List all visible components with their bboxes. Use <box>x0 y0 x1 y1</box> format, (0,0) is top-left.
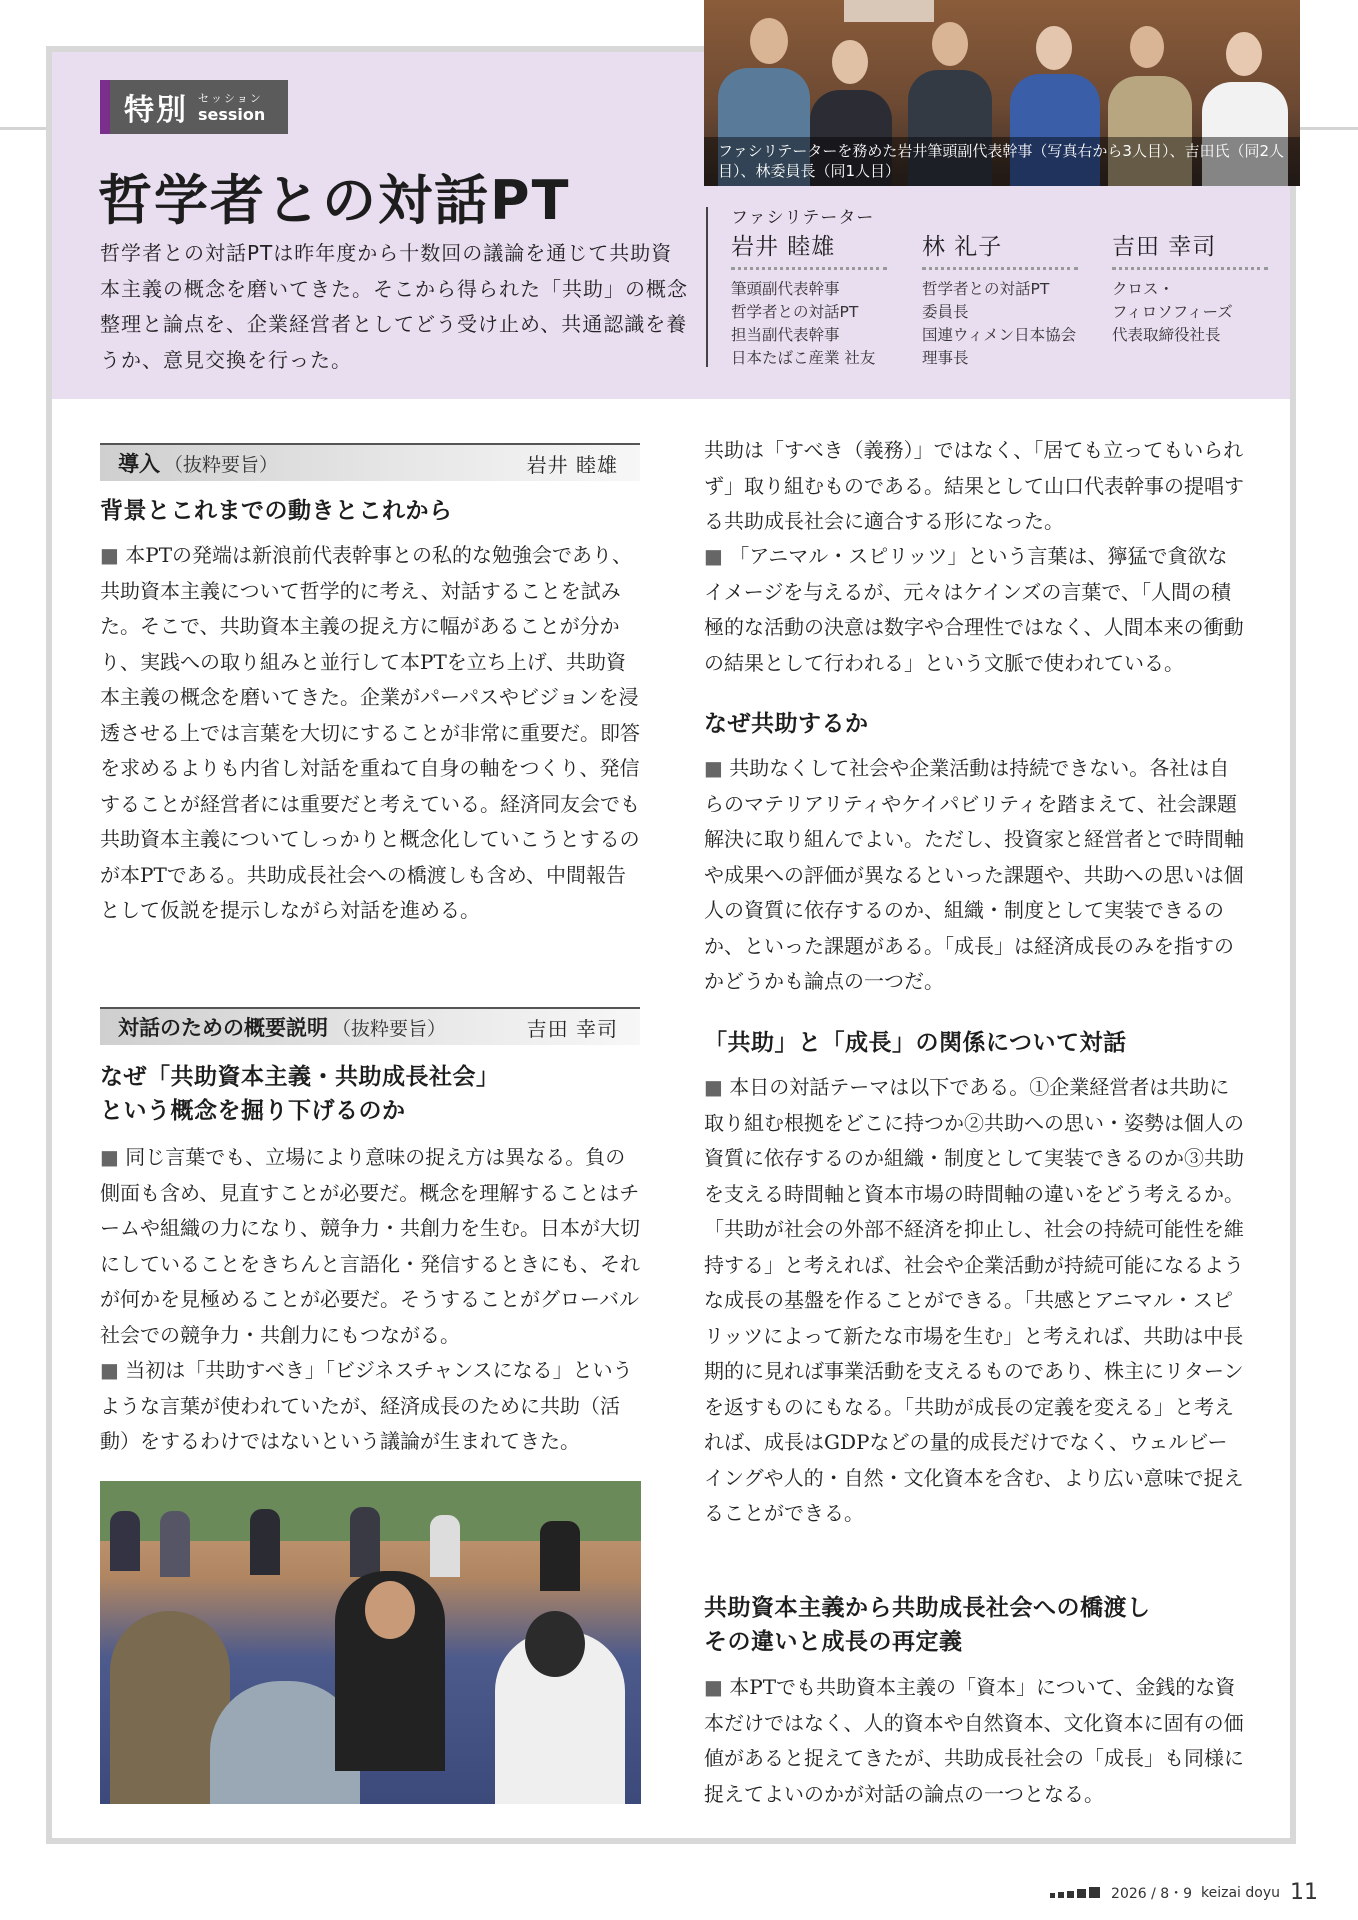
section-title: 対話のための概要説明 <box>118 1016 328 1040</box>
section-note: （抜粋要旨） <box>332 1017 447 1040</box>
facilitator-card <box>922 228 1092 370</box>
badge-sub-top: セッション <box>198 92 263 105</box>
overview-heading <box>100 1060 500 1128</box>
overview-paragraph-2-text: 当初は「共助すべき」「ビジネスチャンスになる」というような言葉が使われていたが、経済成長のために共助（活動）をするわけではないという議論が生まれてきた。 <box>100 1358 633 1453</box>
facilitator-label: ファシリテーター <box>731 208 875 228</box>
overview-paragraph-1: ■ 同じ言葉でも、立場により意味の捉え方は異なる。負の側面も含め、見直すことが必要だ。概念を理解することはチームや組織の力になり、競争力・共創力を生む。日本が大切にしていることをきちんと言語化・発信するときにも、それが何かを見極めることが必要だ。そうすることがグローバル社会での競争力・共創力にもつながる。 <box>100 1145 640 1347</box>
facilitator-role: 理事長 <box>922 349 969 367</box>
facilitator-name: 岩井 睦雄 <box>731 234 836 260</box>
why-paragraph-text: 共助なくして社会や企業活動は持続できない。各社は自らのマテリアリティやケイパビリティを踏まえて、社会課題解決に取り組んでよい。ただし、投資家と経営者とで時間軸や成果への評価が異なるといった課題や、共助への思いは個人の資質に依存するのか、組織・制度として実装できるのか、といった課題がある。「成長」は経済成長のみを指すのかどうかも論点の一つだ。 <box>704 756 1244 993</box>
dotted-rule <box>922 267 1078 270</box>
facilitator-role: フィロソフィーズ <box>1112 303 1233 321</box>
facilitator-card <box>1112 228 1282 347</box>
facilitator-role: 担当副代表幹事 <box>731 326 840 344</box>
section-author: 岩井 睦雄 <box>526 452 618 477</box>
why-paragraph: ■ 共助なくして社会や企業活動は持続できない。各社は自らのマテリアリティやケイパビリティを踏まえて、社会課題解決に取り組んでよい。ただし、投資家と経営者とで時間軸や成果への評価が異なるといった課題や、共助への思いは個人の資質に依存するのか、組織・制度として実装できるのか、といった課題がある。「成長」は経済成長のみを指すのかどうかも論点の一つだ。 <box>704 756 1244 993</box>
page-rule-right <box>1296 127 1358 130</box>
continued-paragraph <box>704 433 1244 540</box>
overview-paragraph-2: ■ 当初は「共助すべき」「ビジネスチャンスになる」というような言葉が使われていたが、経済成長のために共助（活動）をするわけではないという議論が生まれてきた。 <box>100 1358 633 1453</box>
why-heading: なぜ共助するか <box>704 711 869 737</box>
page-rule-left <box>0 127 46 130</box>
page-number: 11 <box>1290 1880 1318 1905</box>
facilitator-role: 日本たばこ産業 社友 <box>731 349 876 367</box>
facilitator-role: クロス・ <box>1112 280 1175 298</box>
intro-paragraph: ■ 本PTの発端は新浪前代表幹事との私的な勉強会であり、共助資本主義について哲学的に考え、対話することを試みた。そこで、共助資本主義の捉え方に幅があることが分かり、実践への取り組みと並行して本PTを立ち上げ、共助資本主義の概念を磨いてきた。企業がパーパスやビジョンを浸透させる上では言葉を大切にすることが非常に重要だ。即答を求めるよりも内省し対話を重ねて自身の軸をつくり、発信することが経営者には重要だと考えている。経済同友会でも共助資本主義についてしっかりと概念化していこうとするのが本PTである。共助成長社会への橋渡しも含め、中間報告として仮説を提示しながら対話を進める。 <box>100 543 640 922</box>
section-title: 導入 <box>118 452 160 476</box>
section-note: （抜粋要旨） <box>164 453 279 476</box>
bridge-paragraph-text: 本PTでも共助資本主義の「資本」について、金銭的な資本だけではなく、人的資本や自然資本、文化資本に固有の価値があると捉えてきたが、共助成長社会の「成長」も同様に捉えてよいのかが対話の論点の一つとなる。 <box>704 1675 1244 1806</box>
facilitator-card <box>731 228 901 370</box>
bridge-heading-line1: 共助資本主義から共助成長社会への橋渡し <box>704 1595 1151 1621</box>
page-footer <box>1050 1880 1318 1905</box>
dotted-rule <box>731 267 887 270</box>
facilitator-role: 筆頭副代表幹事 <box>731 280 840 298</box>
footer-date: 2026 / 8・9 <box>1111 1885 1193 1902</box>
facilitator-role: 委員長 <box>922 303 969 321</box>
overview-paragraph-1-text: 同じ言葉でも、立場により意味の捉え方は異なる。負の側面も含め、見直すことが必要だ。概念を理解することはチームや組織の力になり、競争力・共創力を生む。日本が大切にしていることをきちんと言語化・発信するときにも、それが何かを見極めることが必要だ。そうすることがグローバル社会での競争力・共創力にもつながる。 <box>100 1145 640 1347</box>
dialog-paragraph: ■ 本日の対話テーマは以下である。①企業経営者は共助に取り組む根拠をどこに持つか②共助への思い・姿勢は個人の資質に依存するのか組織・制度として実装できるのか③共助を支える時間軸と資本市場の時間軸の違いをどう考えるか。「共助が社会の外部不経済を抑止し、社会の持続可能性を維持する」と考えれば、社会や企業活動が持続可能になるような成長の基盤を作ることができる。「共感とアニマル・スピリッツによって新たな市場を生む」と考えれば、共助は中長期的に見れば事業活動を支えるものであり、株主にリターンを返すものにもなる。「共助が成長の定義を変える」と考えれば、成長はGDPなどの量的成長だけでなく、ウェルビーイングや人的・自然・文化資本を含む、より広い意味で捉えることができる。 <box>704 1075 1244 1525</box>
bridge-paragraph: ■ 本PTでも共助資本主義の「資本」について、金銭的な資本だけではなく、人的資本や自然資本、文化資本に固有の価値があると捉えてきたが、共助成長社会の「成長」も同様に捉えてよいのかが対話の論点の一つとなる。 <box>704 1675 1244 1806</box>
dotted-rule <box>1112 267 1268 270</box>
photo-caption: ファシリテーターを務めた岩井筆頭副代表幹事（写真右から3人目）、吉田氏（同2人目）、林委員長（同1人目） <box>704 137 1300 186</box>
article-title: 哲学者との対話PT <box>98 169 571 232</box>
facilitator-divider <box>706 207 708 367</box>
facilitator-name: 吉田 幸司 <box>1112 234 1217 260</box>
facilitator-role: 哲学者との対話PT <box>731 303 859 321</box>
intro-heading: 背景とこれまでの動きとこれから <box>100 498 453 524</box>
overview-heading-line1: なぜ「共助資本主義・共助成長社会」 <box>100 1064 500 1090</box>
intro-paragraph-text: 本PTの発端は新浪前代表幹事との私的な勉強会であり、共助資本主義について哲学的に考え、対話することを試みた。そこで、共助資本主義の捉え方に幅があることが分かり、実践への取り組みと並行して本PTを立ち上げ、共助資本主義の概念を磨いてきた。企業がパーパスやビジョンを浸透させる上では言葉を大切にすることが非常に重要だ。即答を求めるよりも内省し対話を重ねて自身の軸をつくり、発信することが経営者には重要だと考えている。経済同友会でも共助資本主義についてしっかりと概念化していこうとするのが本PTである。共助成長社会への橋渡しも含め、中間報告として仮説を提示しながら対話を進める。 <box>100 543 640 922</box>
facilitator-role: 国連ウィメン日本協会 <box>922 326 1077 344</box>
animal-spirits-paragraph-text: 「アニマル・スピリッツ」という言葉は、獰猛で貪欲なイメージを与えるが、元々はケインズの言葉で、「人間の積極的な活動の決意は数字や合理性ではなく、人間本来の衝動の結果として行われる」という文脈で使われている。 <box>704 544 1244 675</box>
badge-accent-bar <box>100 80 110 134</box>
special-session-badge <box>100 80 288 134</box>
overview-heading-line2: という概念を掘り下げるのか <box>100 1098 406 1124</box>
dialog-paragraph-text: 本日の対話テーマは以下である。①企業経営者は共助に取り組む根拠をどこに持つか②共助への思い・姿勢は個人の資質に依存するのか組織・制度として実装できるのか③共助を支える時間軸と資本市場の時間軸の違いをどう考えるか。「共助が社会の外部不経済を抑止し、社会の持続可能性を維持する」と考えれば、社会や企業活動が持続可能になるような成長の基盤を作ることができる。「共感とアニマル・スピリッツによって新たな市場を生む」と考えれば、共助は中長期的に見れば事業活動を支えるものであり、株主にリターンを返すものにもなる。「共助が成長の定義を変える」と考えれば、成長はGDPなどの量的成長だけでなく、ウェルビーイングや人的・自然・文化資本を含む、より広い意味で捉えることができる。 <box>704 1075 1244 1525</box>
section-bar-intro <box>100 443 640 481</box>
continued-paragraph-text: 共助は「すべき（義務）」ではなく、「居ても立ってもいられず」取り組むものである。結果として山口代表幹事の提唱する共助成長社会に適合する形になった。 <box>704 438 1244 533</box>
badge-sub-text <box>198 91 265 123</box>
article-lead: 哲学者との対話PTは昨年度から十数回の議論を通じて共助資本主義の概念を磨いてきた。そこから得られた「共助」の概念整理と論点を、企業経営者としてどう受け止め、共通認識を養うか、意見交換を行った。 <box>100 241 688 372</box>
animal-spirits-paragraph: ■ 「アニマル・スピリッツ」という言葉は、獰猛で貪欲なイメージを与えるが、元々はケインズの言葉で、「人間の積極的な活動の決意は数字や合理性ではなく、人間本来の衝動の結果として行われる」という文脈で使われている。 <box>704 544 1244 675</box>
bridge-heading <box>704 1591 1151 1659</box>
facilitator-role: 代表取締役社長 <box>1112 326 1221 344</box>
facilitator-name: 林 礼子 <box>922 234 1003 260</box>
badge-sub-bottom: session <box>198 105 266 124</box>
section-author: 吉田 幸司 <box>526 1016 618 1041</box>
bridge-heading-line2: その違いと成長の再定義 <box>704 1629 963 1655</box>
dialog-heading: 「共助」と「成長」の関係について対話 <box>704 1030 1127 1056</box>
dialogue-session-photo <box>100 1481 641 1804</box>
facilitator-role: 哲学者との対話PT <box>922 280 1050 298</box>
badge-main-text: 特別 <box>124 93 188 128</box>
footer-squares-icon <box>1050 1887 1103 1898</box>
section-bar-overview <box>100 1007 640 1045</box>
facilitators-photo <box>704 0 1300 186</box>
footer-magazine: keizai doyu <box>1201 1884 1280 1901</box>
